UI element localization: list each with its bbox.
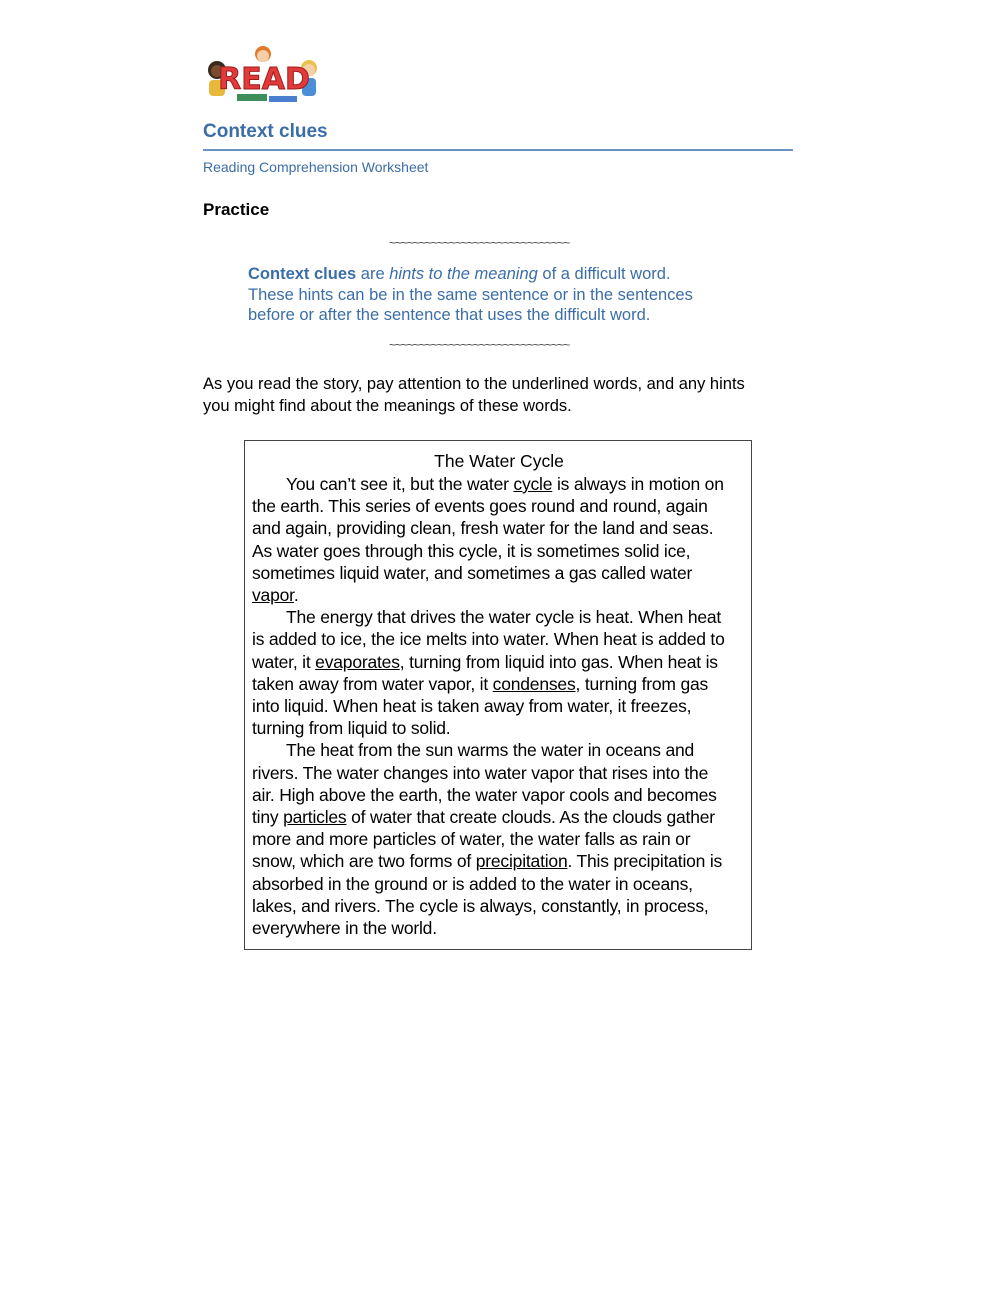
vocab-word-vapor: vapor xyxy=(252,585,294,606)
vocab-word-particles: particles xyxy=(283,807,347,828)
story-line: The energy that drives the water cycle is heat. When heat xyxy=(286,607,722,628)
story-line: everywhere in the world. xyxy=(252,918,437,939)
story-line: water, it evaporates, turning from liquid into gas. When heat is xyxy=(252,651,718,672)
story-body xyxy=(252,473,750,939)
story-line: As water goes through this cycle, it is sometimes solid ice, xyxy=(252,540,691,561)
instructions xyxy=(203,374,803,417)
story-line: vapor. xyxy=(252,585,299,606)
separator-top: ~~~~~~~~~~~~~~~~~~~~~~~~~~~~~~ xyxy=(389,236,570,250)
story-line: rivers. The water changes into water vapor that rises into the xyxy=(252,762,709,783)
story-line: is added to ice, the ice melts into water. When heat is added to xyxy=(252,629,725,650)
story-line: and again, providing clean, fresh water for the land and seas. xyxy=(252,518,714,539)
story-box xyxy=(244,440,752,950)
instructions-line-1: As you read the story, pay attention to the underlined words, and any hints xyxy=(203,375,745,393)
story-line: snow, which are two forms of precipitation. This precipitation is xyxy=(252,851,723,872)
definition-line-2: These hints can be in the same sentence or in the sentences xyxy=(248,285,693,304)
story-line: air. High above the earth, the water vapor cools and becomes xyxy=(252,784,717,805)
story-line: into liquid. When heat is taken away from water, it freezes, xyxy=(252,696,692,717)
story-line: more and more particles of water, the water falls as rain or xyxy=(252,829,691,850)
story-line: absorbed in the ground or is added to the water in oceans, xyxy=(252,873,693,894)
page-title: Context clues xyxy=(203,121,328,142)
definition-term: Context clues xyxy=(248,265,357,283)
definition-box xyxy=(248,264,748,326)
title-underline xyxy=(203,149,793,151)
instructions-line-2: you might find about the meanings of these words. xyxy=(203,396,572,415)
read-logo xyxy=(203,44,325,108)
section-heading: Practice xyxy=(203,200,270,219)
story-line: lakes, and rivers. The cycle is always, constantly, in process, xyxy=(252,895,709,916)
vocab-word-evaporates: evaporates xyxy=(315,651,400,672)
definition-emphasis: hints to the meaning xyxy=(389,265,538,283)
story-line: turning from liquid to solid. xyxy=(252,718,451,739)
vocab-word-condenses: condenses xyxy=(492,673,576,694)
story-line: the earth. This series of events goes round and round, again xyxy=(252,496,708,517)
story-line: You can’t see it, but the water cycle is always in motion on xyxy=(286,474,724,494)
story-line: tiny particles of water that create clouds. As the clouds gather xyxy=(252,807,715,828)
page-subtitle: Reading Comprehension Worksheet xyxy=(203,159,429,175)
vocab-word-cycle: cycle xyxy=(513,474,553,494)
story-title: The Water Cycle xyxy=(434,451,564,471)
separator-bottom: ~~~~~~~~~~~~~~~~~~~~~~~~~~~~~~ xyxy=(389,338,570,352)
svg-text:READ: READ xyxy=(218,62,310,97)
story-line: sometimes liquid water, and sometimes a gas called water xyxy=(252,562,693,583)
definition-line-1: Context clues are hints to the meaning of a difficult word. xyxy=(248,265,671,283)
definition-line-3: before or after the sentence that uses the difficult word. xyxy=(248,306,651,324)
story-line: taken away from water vapor, it condenses, turning from gas xyxy=(252,673,709,694)
vocab-word-precipitation: precipitation xyxy=(475,851,568,872)
story-line: The heat from the sun warms the water in oceans and xyxy=(286,740,695,761)
